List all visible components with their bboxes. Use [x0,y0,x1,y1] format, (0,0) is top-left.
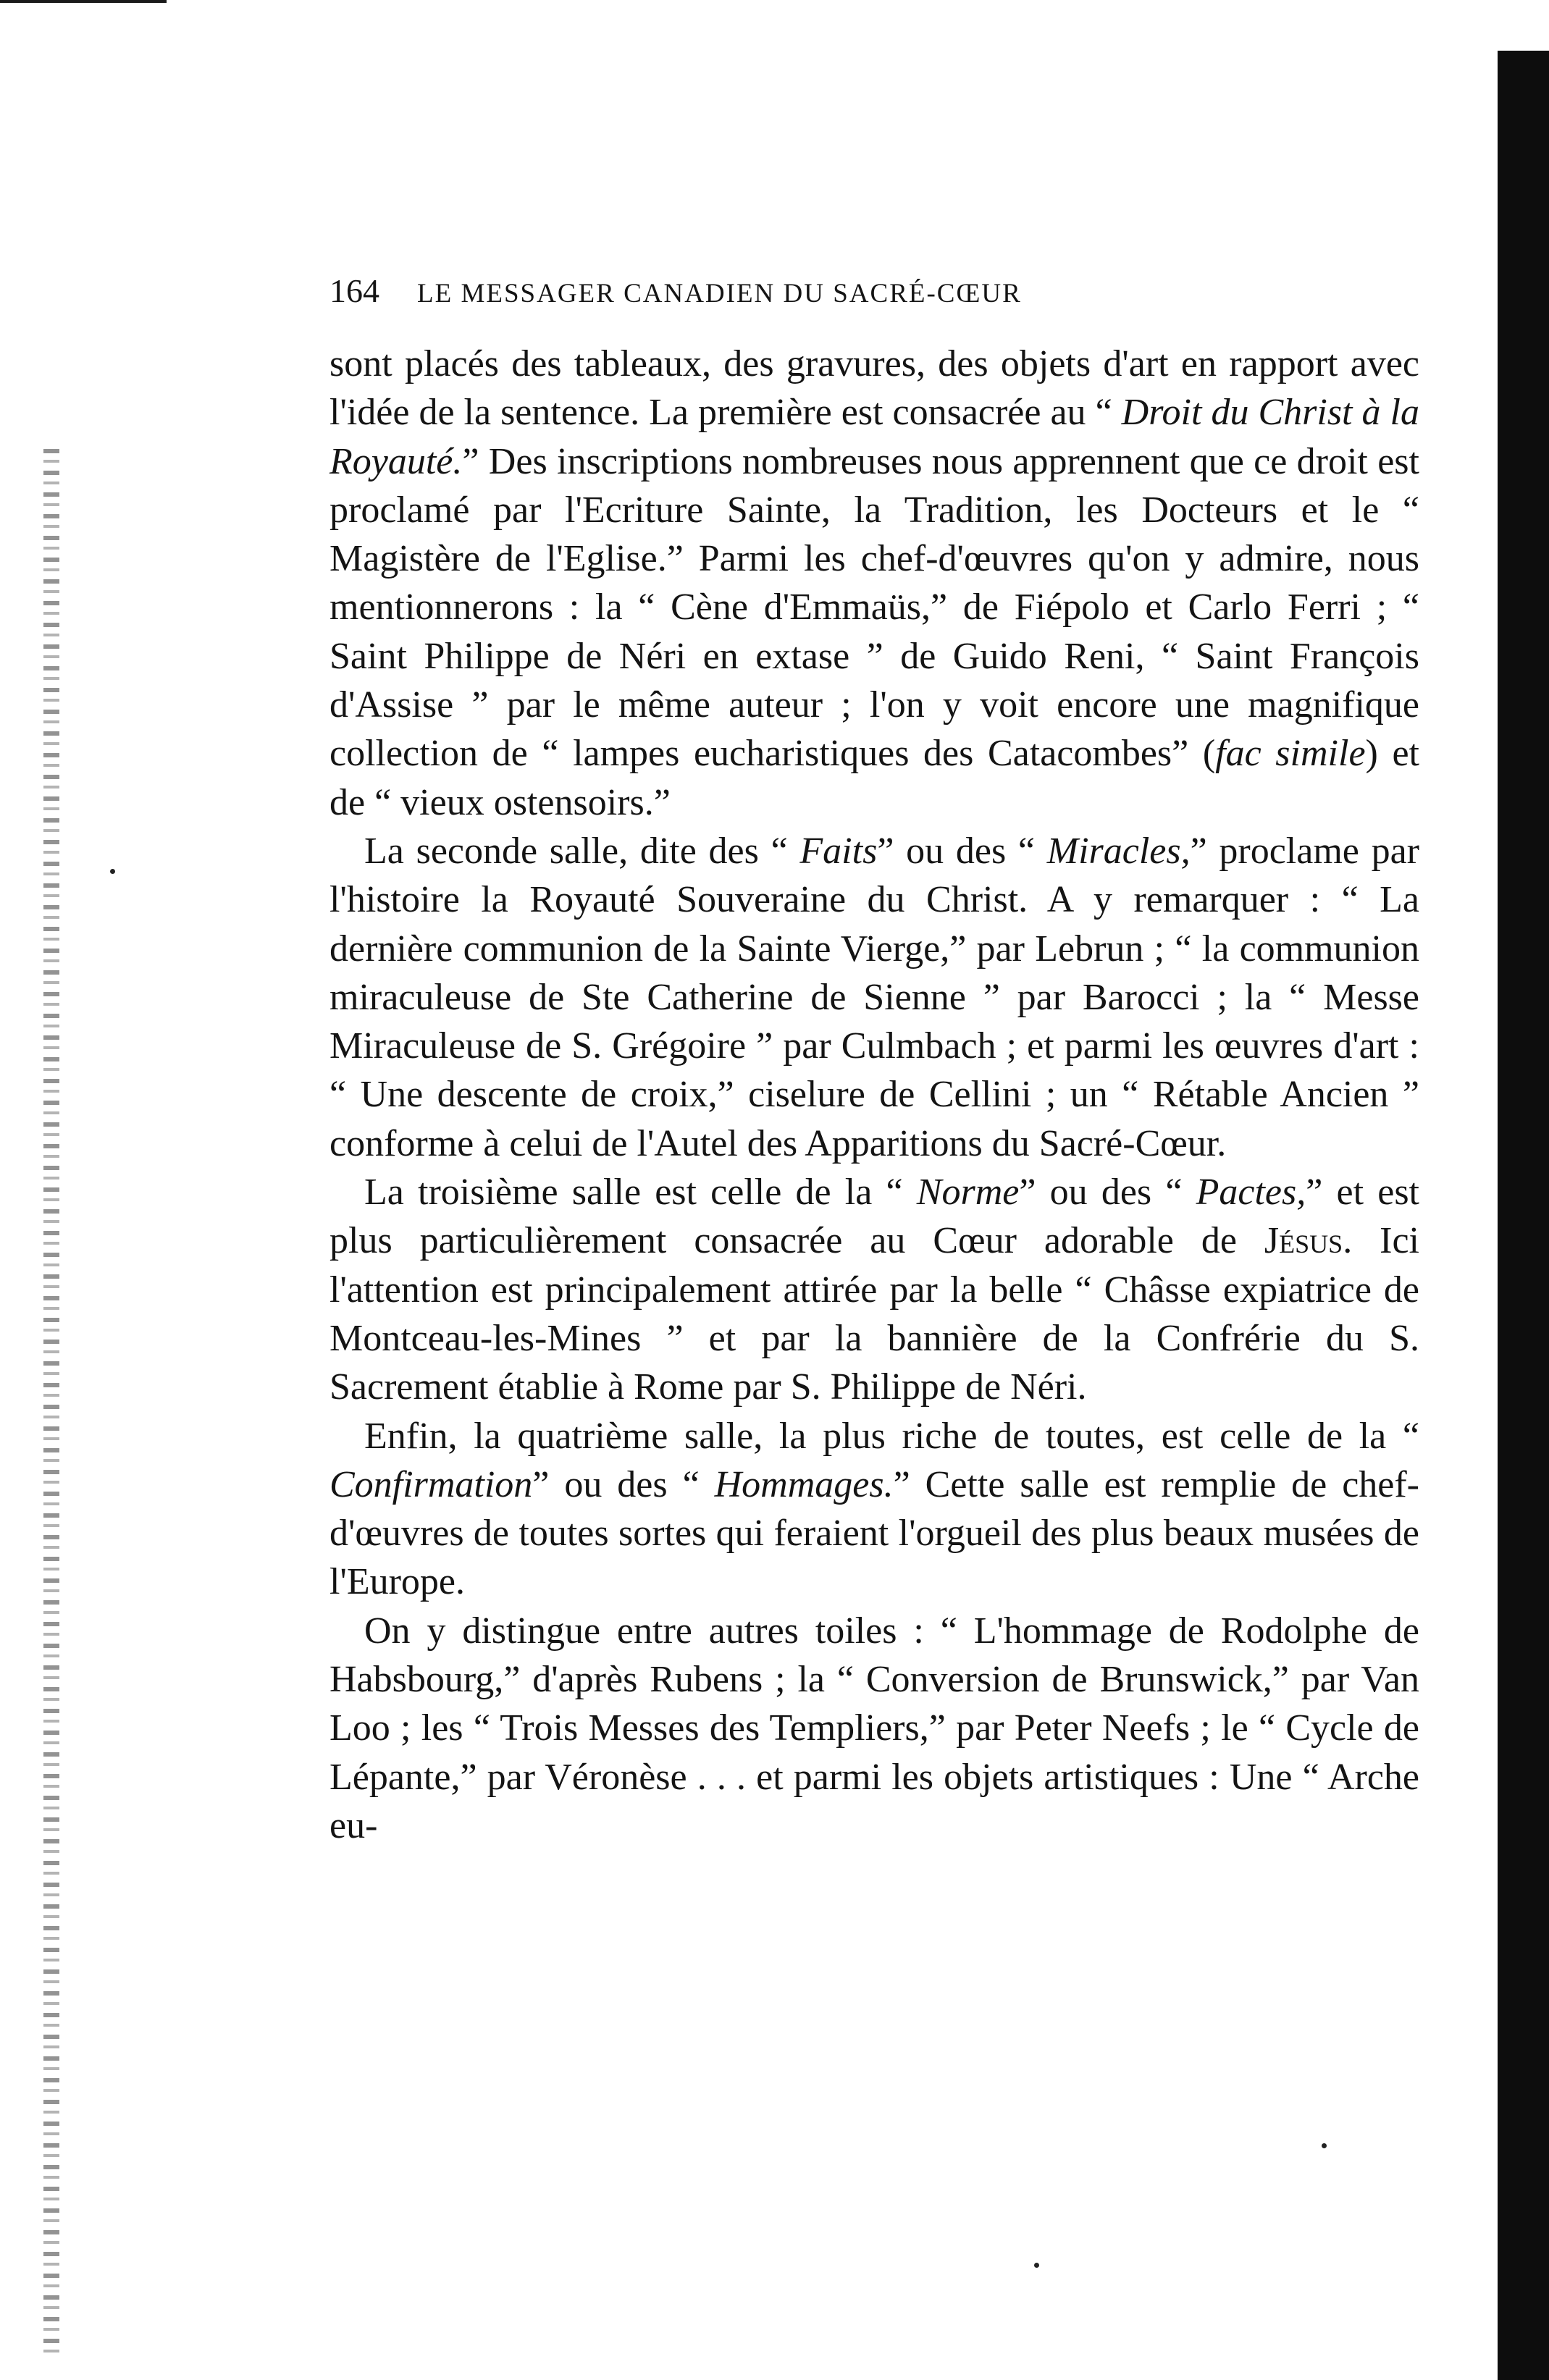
text-run: ) et de “ vieux ostensoirs.” [329,733,1419,823]
right-scan-border [1498,51,1549,2380]
italic-title: Pactes, [1196,1172,1306,1214]
left-page-edge-shadow [43,449,59,2360]
paragraph [329,1168,1419,1411]
text-run: . Ici l'attention est principalement attirée par la belle “ Châsse expiatrice de Montceau-les-Mines ” et par la bannière de la Confrérie du S. Sacrement établie à Rome par S. Philippe de Néri. [329,1220,1420,1408]
paragraph [329,1412,1419,1607]
text-run: On y distingue entre autres toiles : “ L'hommage de Rodolphe de Habsbourg,” d'après Rubens ; la “ Conversion de Brunswick,” par Van Loo ; les “ Trois Messes des Templiers,” par Peter Neefs ; le “ Cycle de Lépante,” par Véronèse . . . et parmi les objets artistiques : Une “ Arche eu- [329,1610,1419,1846]
text-run: ” et est plus particulièrement consacrée au Cœur adorable de [329,1172,1419,1262]
paragraph [329,827,1419,1168]
text-run: ” ou des “ [532,1463,715,1505]
italic-title: fac simile [1215,733,1366,775]
text-run: ” ou des “ [877,830,1047,872]
scan-speck [1322,2143,1327,2148]
paragraph [329,1607,1419,1850]
text-run: ” proclame par l'histoire la Royauté Souveraine du Christ. A y remarquer : “ La dernière communion de la Sainte Vierge,” par Lebrun ; “ la communion miraculeuse de Ste Catherine de Sienne ” par Barocci ; la “ Messe Miraculeuse de S. Grégoire ” par Culmbach ; et parmi les œuvres d'art : “ Une descente de croix,” ciselure de Cellini ; un “ Rétable Ancien ” conforme à celui de l'Autel des Apparitions du Sacré-Cœur. [329,830,1419,1164]
text-run: ” Des inscriptions nombreuses nous apprennent que ce droit est proclamé par l'Ecriture Sainte, la Tradition, les Docteurs et le “ Magistère de l'Eglise.” Parmi les chef-d'œuvres qu'on y admire, nous mentionnerons : la “ Cène d'Emmaüs,” de Fiépolo et Carlo Ferri ; “ Saint Philippe de Néri en extase ” de Guido Reni, “ Saint François d'Assise ” par le même auteur ; l'on y voit encore une magnifique collection de “ lampes eucharistiques des Catacombes” ( [329,440,1419,775]
running-head [329,272,1419,322]
top-rule [0,0,167,3]
page-number: 164 [329,272,379,309]
text-run: Enfin, la quatrième salle, la plus riche de toutes, est celle de la “ [364,1415,1419,1457]
italic-title: Miracles, [1046,830,1191,872]
italic-title: Hommages. [714,1463,894,1505]
scan-speck [1034,2263,1039,2268]
text-run: Jésus [1264,1220,1343,1262]
italic-title: Faits [799,830,878,872]
body-text [329,340,1419,1850]
italic-title: Droit du Christ à la Royauté. [329,392,1419,482]
running-title: LE MESSAGER CANADIEN DU SACRÉ-CŒUR [417,279,1022,308]
scan-speck [110,869,115,874]
page [329,272,1419,1850]
text-run: ” ou des “ [1019,1172,1196,1214]
paragraph [329,340,1419,827]
italic-title: Confirmation [329,1463,533,1505]
text-run: La seconde salle, dite des “ [364,830,800,872]
italic-title: Norme [916,1172,1020,1214]
text-run: sont placés des tableaux, des gravures, des objets d'art en rapport avec l'idée de la sentence. La première est consacrée au “ [329,343,1419,434]
text-run: ” Cette salle est remplie de chef-d'œuvres de toutes sortes qui feraient l'orgueil des plus beaux musées de l'Europe. [329,1463,1419,1603]
text-run: La troisième salle est celle de la “ [364,1172,917,1214]
